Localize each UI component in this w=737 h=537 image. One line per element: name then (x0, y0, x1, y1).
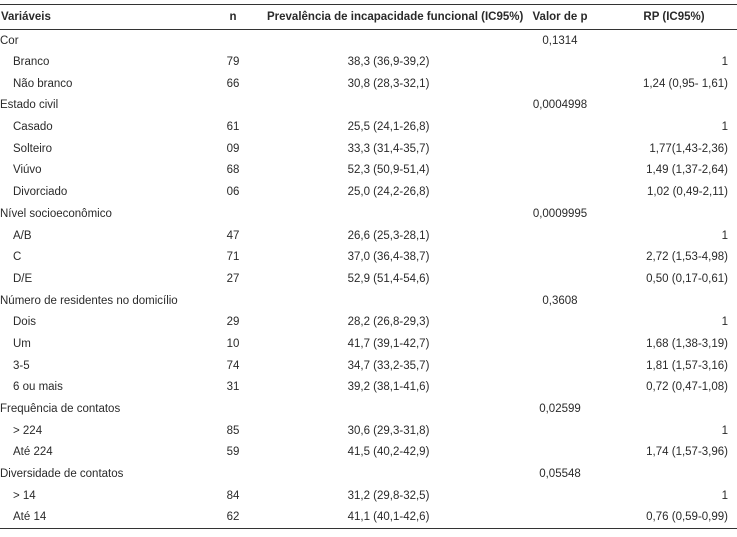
row-label: 3-5 (13, 359, 30, 372)
group-row (0, 398, 737, 420)
row-label: Até 14 (0, 507, 199, 529)
row-prevalence: 41,5 (40,2-42,9) (347, 446, 430, 459)
table-body (0, 30, 737, 529)
row-rp: 0,76 (0,59-0,99) (610, 507, 737, 529)
row-rp: 1 (721, 56, 728, 69)
row-prevalence: 25,0 (24,2-26,8) (347, 186, 430, 199)
table-header (0, 5, 737, 30)
group-p-value: 0,0004998 (532, 99, 588, 112)
row-label: > 14 (13, 489, 36, 502)
row-n: 66 (226, 77, 240, 90)
group-label: Nível socioeconômico (0, 207, 112, 220)
row-prevalence: 52,3 (50,9-51,4) (347, 164, 430, 177)
row-n: 79 (226, 56, 240, 69)
row-rp: 1,68 (1,38-3,19) (646, 337, 728, 350)
row-prevalence: 38,3 (36,9-39,2) (347, 56, 430, 69)
table-row (0, 51, 737, 73)
row-n: 85 (226, 424, 240, 437)
row-label: Viúvo (13, 164, 42, 177)
row-label: Solteiro (13, 142, 52, 155)
group-row (0, 463, 737, 485)
row-label: Até 224 (13, 446, 53, 459)
table-row (0, 73, 737, 95)
row-prevalence: 41,7 (39,1-42,7) (347, 337, 430, 350)
row-n: 59 (226, 446, 240, 459)
row-rp: 0,72 (0,47-1,08) (646, 381, 728, 394)
group-row (0, 290, 737, 312)
row-rp: 1,02 (0,49-2,11) (647, 186, 728, 199)
row-n: 71 (226, 251, 240, 264)
group-label: Cor (0, 34, 19, 47)
table-row (0, 138, 737, 160)
header-prevalencia: Prevalência de incapacidade funcional (IC95%) (267, 5, 510, 30)
row-label: Dois (13, 316, 37, 329)
row-n: 74 (226, 359, 240, 372)
row-rp: 1,77(1,43-2,36) (649, 142, 728, 155)
group-row (0, 203, 737, 225)
group-label: Número de residentes no domicílio (0, 294, 178, 307)
group-p-value: 0,3608 (542, 294, 578, 307)
group-row (0, 30, 737, 52)
header-row (0, 5, 737, 30)
table-row (0, 355, 737, 377)
row-prevalence: 26,6 (25,3-28,1) (347, 229, 430, 242)
row-n: 61 (226, 121, 240, 134)
row-prevalence: 28,2 (26,8-29,3) (347, 316, 430, 329)
row-rp: 1,24 (0,95- 1,61) (642, 77, 728, 90)
row-n: 62 (199, 507, 267, 529)
row-n: 27 (226, 272, 240, 285)
row-rp: 1,74 (1,57-3,96) (646, 446, 728, 459)
group-label: Frequência de contatos (0, 403, 121, 416)
row-n: 29 (226, 316, 240, 329)
row-n: 47 (226, 229, 240, 242)
row-n: 84 (226, 489, 240, 502)
row-label: Branco (13, 56, 50, 69)
table-row (0, 160, 737, 182)
header-rp: RP (IC95%) (610, 5, 737, 30)
row-prevalence: 33,3 (31,4-35,7) (347, 142, 430, 155)
row-prevalence: 34,7 (33,2-35,7) (347, 359, 430, 372)
table-row (0, 507, 737, 529)
table-row (0, 181, 737, 203)
table-row (0, 333, 737, 355)
row-n: 06 (226, 186, 240, 199)
table-row (0, 442, 737, 464)
group-label: Estado civil (0, 99, 59, 112)
row-n: 31 (226, 381, 240, 394)
group-p-value: 0,1314 (542, 34, 578, 47)
row-rp: 1 (721, 424, 728, 437)
table-row (0, 420, 737, 442)
header-valor-p: Valor de p (510, 5, 610, 30)
row-rp: 1,81 (1,57-3,16) (646, 359, 728, 372)
row-prevalence: 41,1 (40,1-42,6) (267, 507, 510, 529)
group-p-value: 0,05548 (539, 468, 581, 481)
header-n: n (199, 5, 267, 30)
group-p-value: 0,0009995 (532, 207, 588, 220)
row-rp: 1,49 (1,37-2,64) (646, 164, 728, 177)
table-row (0, 225, 737, 247)
table-row (0, 246, 737, 268)
row-prevalence: 39,2 (38,1-41,6) (347, 381, 430, 394)
data-table (0, 4, 737, 529)
row-label: D/E (13, 272, 33, 285)
row-label: Divorciado (13, 186, 68, 199)
table-row (0, 311, 737, 333)
row-prevalence: 31,2 (29,8-32,5) (347, 489, 430, 502)
group-label: Diversidade de contatos (0, 468, 124, 481)
row-prevalence: 37,0 (36,4-38,7) (347, 251, 430, 264)
group-row (0, 95, 737, 117)
row-rp: 1 (721, 316, 728, 329)
row-label: Não branco (13, 77, 73, 90)
row-label: C (13, 251, 22, 264)
table-row (0, 268, 737, 290)
row-prevalence: 52,9 (51,4-54,6) (347, 272, 430, 285)
row-prevalence: 30,6 (29,3-31,8) (347, 424, 430, 437)
row-n: 10 (226, 337, 240, 350)
row-rp: 1 (721, 229, 728, 242)
row-label: Casado (13, 121, 53, 134)
table-row (0, 377, 737, 399)
row-rp: 1 (721, 489, 728, 502)
row-n: 68 (226, 164, 240, 177)
row-prevalence: 25,5 (24,1-26,8) (347, 121, 430, 134)
row-n: 09 (226, 142, 240, 155)
row-label: > 224 (13, 424, 43, 437)
table-row (0, 485, 737, 507)
row-rp: 0,50 (0,17-0,61) (646, 272, 728, 285)
table-row (0, 116, 737, 138)
row-label: Um (13, 337, 31, 350)
group-p-value: 0,02599 (539, 403, 581, 416)
row-label: A/B (13, 229, 32, 242)
row-prevalence: 30,8 (28,3-32,1) (347, 77, 430, 90)
row-rp: 1 (721, 121, 728, 134)
row-rp: 2,72 (1,53-4,98) (646, 251, 728, 264)
header-variaveis: Variáveis (0, 5, 199, 30)
row-label: 6 ou mais (13, 381, 63, 394)
